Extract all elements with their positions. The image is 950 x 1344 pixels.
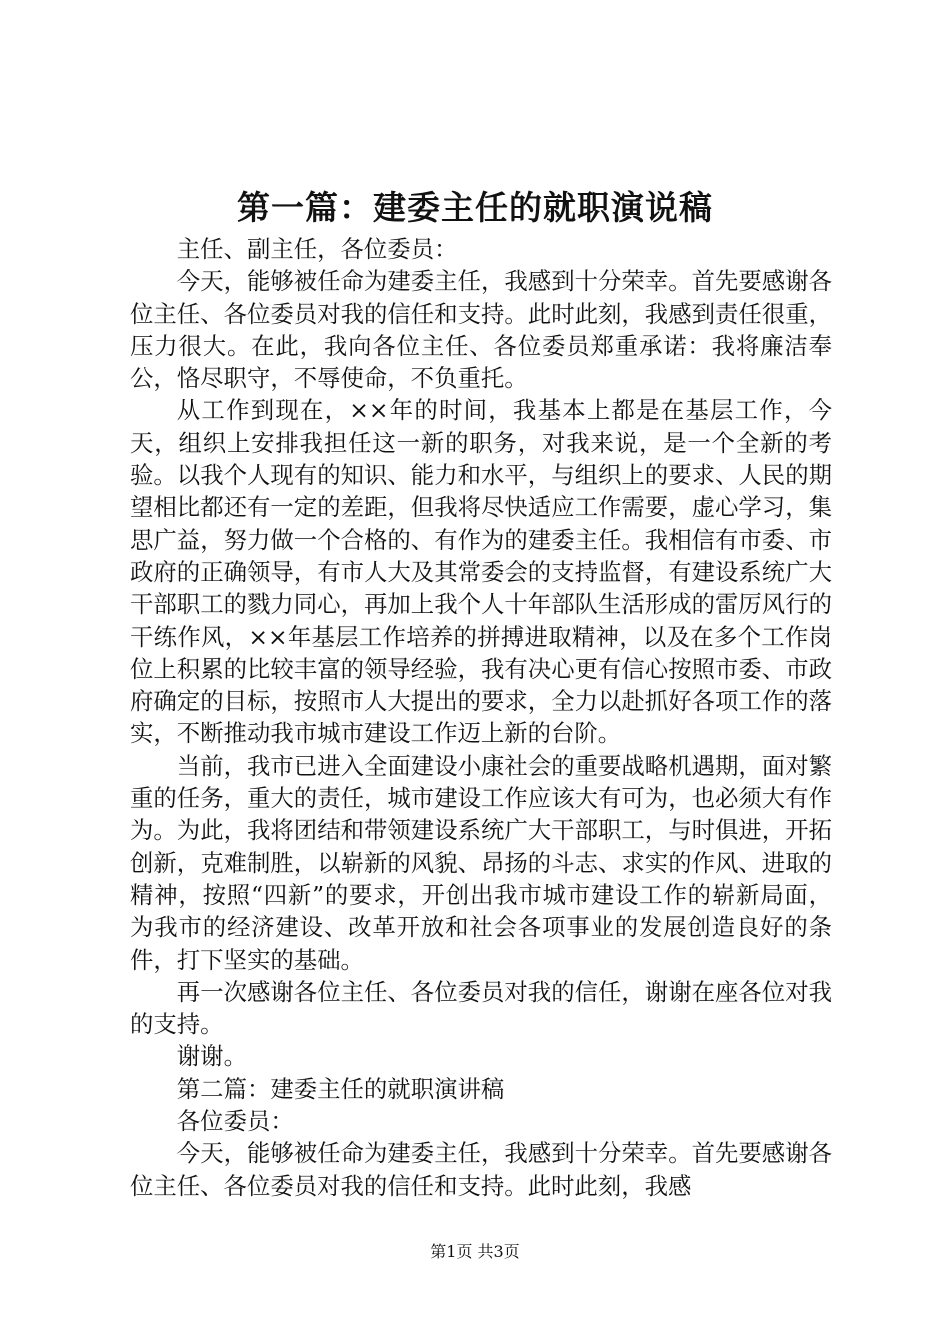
document-title: 第一篇：建委主任的就职演说稿 <box>237 188 713 227</box>
paragraph-salutation: 主任、副主任，各位委员： <box>176 235 458 263</box>
paragraph-salutation: 各位委员： <box>176 1107 294 1136</box>
paragraph: 谢谢。 <box>176 1042 247 1071</box>
paragraph: 今天，能够被任命为建委主任，我感到十分荣幸。首先要感谢各位主任、各位委员对我的信任和支持。此时此刻，我感到责任很重，压力很大。在此，我向各位主任、各位委员郑重承诺：我将廉洁奉公，恪尽职守，不辱使命，不负重托。 <box>130 267 832 393</box>
page-number: 第1页 共3页 <box>430 1242 520 1261</box>
section-heading: 第二篇：建委主任的就职演讲稿 <box>176 1074 505 1103</box>
document-body <box>130 233 832 1202</box>
paragraph: 当前，我市已进入全面建设小康社会的重要战略机遇期，面对繁重的任务，重大的责任，城市建设工作应该大有可为，也必须大有作为。为此，我将团结和带领建设系统广大干部职工，与时俱进，开拓创新，克难制胜，以崭新的风貌、昂扬的斗志、求实的作风、进取的精神，按照“四新”的要求，开创出我市城市建设工作的崭新局面，为我市的经济建设、改革开放和社会各项事业的发展创造良好的条件，打下坚实的基础。 <box>130 751 832 974</box>
paragraph: 今天，能够被任命为建委主任，我感到十分荣幸。首先要感谢各位主任、各位委员对我的信任和支持。此时此刻，我感 <box>130 1139 832 1200</box>
paragraph: 再一次感谢各位主任、各位委员对我的信任，谢谢在座各位对我的支持。 <box>130 977 832 1039</box>
paragraph: 从工作到现在，××年的时间，我基本上都是在基层工作，今天，组织上安排我担任这一新的职务，对我来说，是一个全新的考验。以我个人现有的知识、能力和水平，与组织上的要求、人民的期望相比都还有一定的差距，但我将尽快适应工作需要，虚心学习，集思广益，努力做一个合格的、有作为的建委主任。我相信有市委、市政府的正确领导，有市人大及其常委会的支持监督，有建设系统广大干部职工的戮力同心，再加上我个人十年部队生活形成的雷厉风行的干练作风，××年基层工作培养的拼搏进取精神，以及在多个工作岗位上积累的比较丰富的领导经验，我有决心更有信心按照市委、市政府确定的目标，按照市人大提出的要求，全力以赴抓好各项工作的落实，不断推动我市城市建设工作迈上新的台阶。 <box>130 396 832 748</box>
